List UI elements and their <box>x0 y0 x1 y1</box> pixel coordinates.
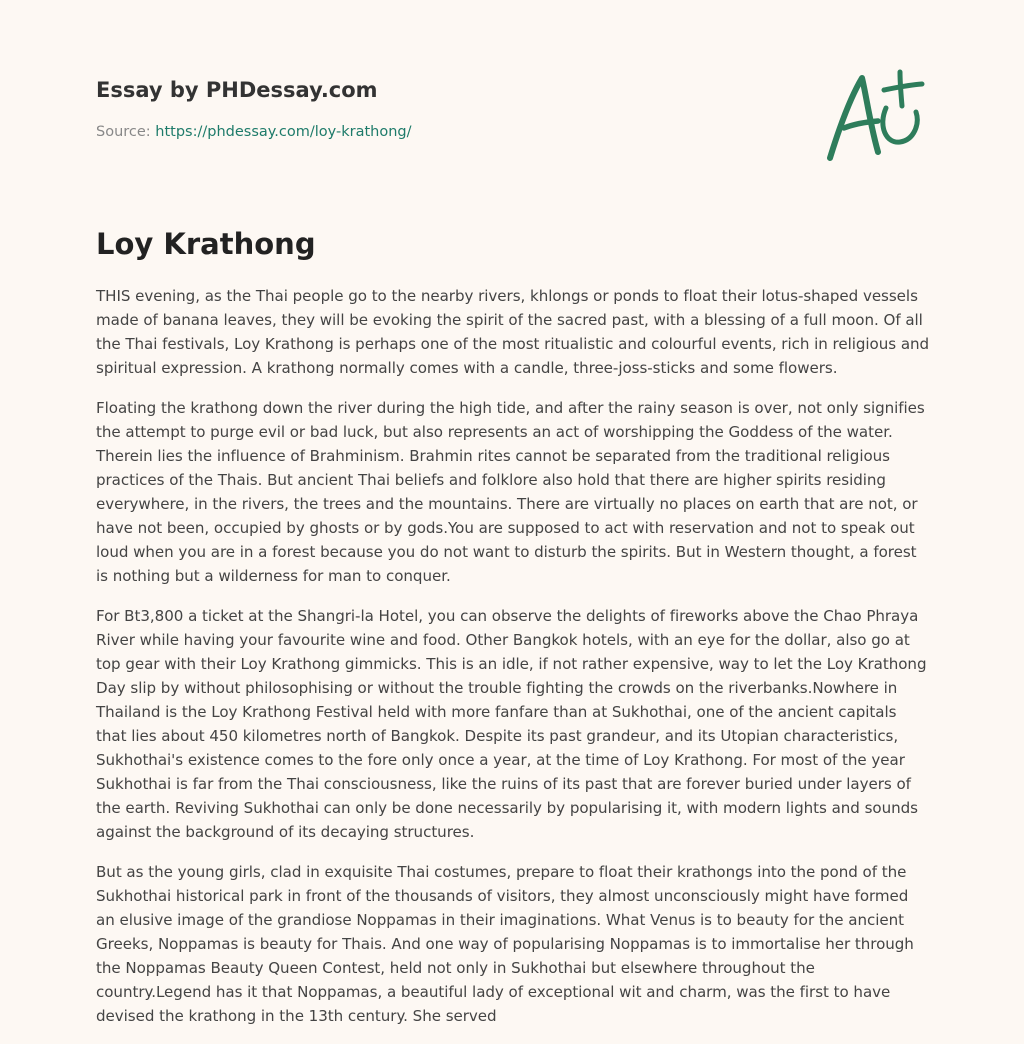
essay-title: Loy Krathong <box>96 227 316 261</box>
essay-paragraph: THIS evening, as the Thai people go to the nearby rivers, khlongs or ponds to float their lotus-shaped vessels made of banana leaves, they will be evoking the spirit of the sacred past, with a blessing of a full moon. Of all the Thai festivals, Loy Krathong is perhaps one of the most ritualistic and colourful events, rich in religious and spiritual expression. A krathong normally comes with a candle, three-joss-sticks and some flowers. <box>96 287 930 377</box>
source-line <box>96 124 412 140</box>
site-title: Essay by PHDessay.com <box>96 78 378 102</box>
source-link[interactable]: https://phdessay.com/loy-krathong/ <box>155 124 412 140</box>
essay-body <box>96 284 930 1044</box>
page-header <box>96 74 696 140</box>
essay-paragraph: Floating the krathong down the river during the high tide, and after the rainy season is over, not only signifies the attempt to purge evil or bad luck, but also represents an act of worshipping the Goddess of the water. Therein lies the influence of Brahminism. Brahmin rites cannot be separated from the traditional religious practices of the Thais. But ancient Thai beliefs and folklore also hold that there are higher spirits residing everywhere, in the rivers, the trees and the mountains. There are virtually no places on earth that are not, or have not been, occupied by ghosts or by gods.You are supposed to act with reservation and not to speak out loud when you are in a forest because you do not want to disturb the spirits. But in Western thought, a forest is nothing but a wilderness for man to conquer. <box>96 399 925 585</box>
a-plus-grade-logo <box>820 66 930 166</box>
essay-paragraph: But as the young girls, clad in exquisite Thai costumes, prepare to float their krathongs into the pond of the Sukhothai historical park in front of the thousands of visitors, they almost unconsciously might have formed an elusive image of the grandiose Noppamas in their imaginations. What Venus is to beauty for the ancient Greeks, Noppamas is beauty for Thais. And one way of popularising Noppamas is to immortalise her through the Noppamas Beauty Queen Contest, held not only in Sukhothai but elsewhere throughout the country.Legend has it that Noppamas, a beautiful lady of exceptional wit and charm, was the first to have devised the krathong in the 13th century. She served <box>96 863 914 1025</box>
source-label: Source: <box>96 124 156 140</box>
essay-paragraph: For Bt3,800 a ticket at the Shangri-la Hotel, you can observe the delights of fireworks above the Chao Phraya River while having your favourite wine and food. Other Bangkok hotels, with an eye for the dollar, also go at top gear with their Loy Krathong gimmicks. This is an idle, if not rather expensive, way to let the Loy Krathong Day slip by without philosophising or without the trouble fighting the crowds on the riverbanks.Nowhere in Thailand is the Loy Krathong Festival held with more fanfare than at Sukhothai, one of the ancient capitals that lies about 450 kilometres north of Bangkok. Despite its past grandeur, and its Utopian characteristics, Sukhothai's existence comes to the fore only once a year, at the time of Loy Krathong. For most of the year Sukhothai is far from the Thai consciousness, like the ruins of its past that are forever buried under layers of the earth. Reviving Sukhothai can only be done necessarily by popularising it, with modern lights and sounds against the background of its decaying structures. <box>96 607 927 841</box>
